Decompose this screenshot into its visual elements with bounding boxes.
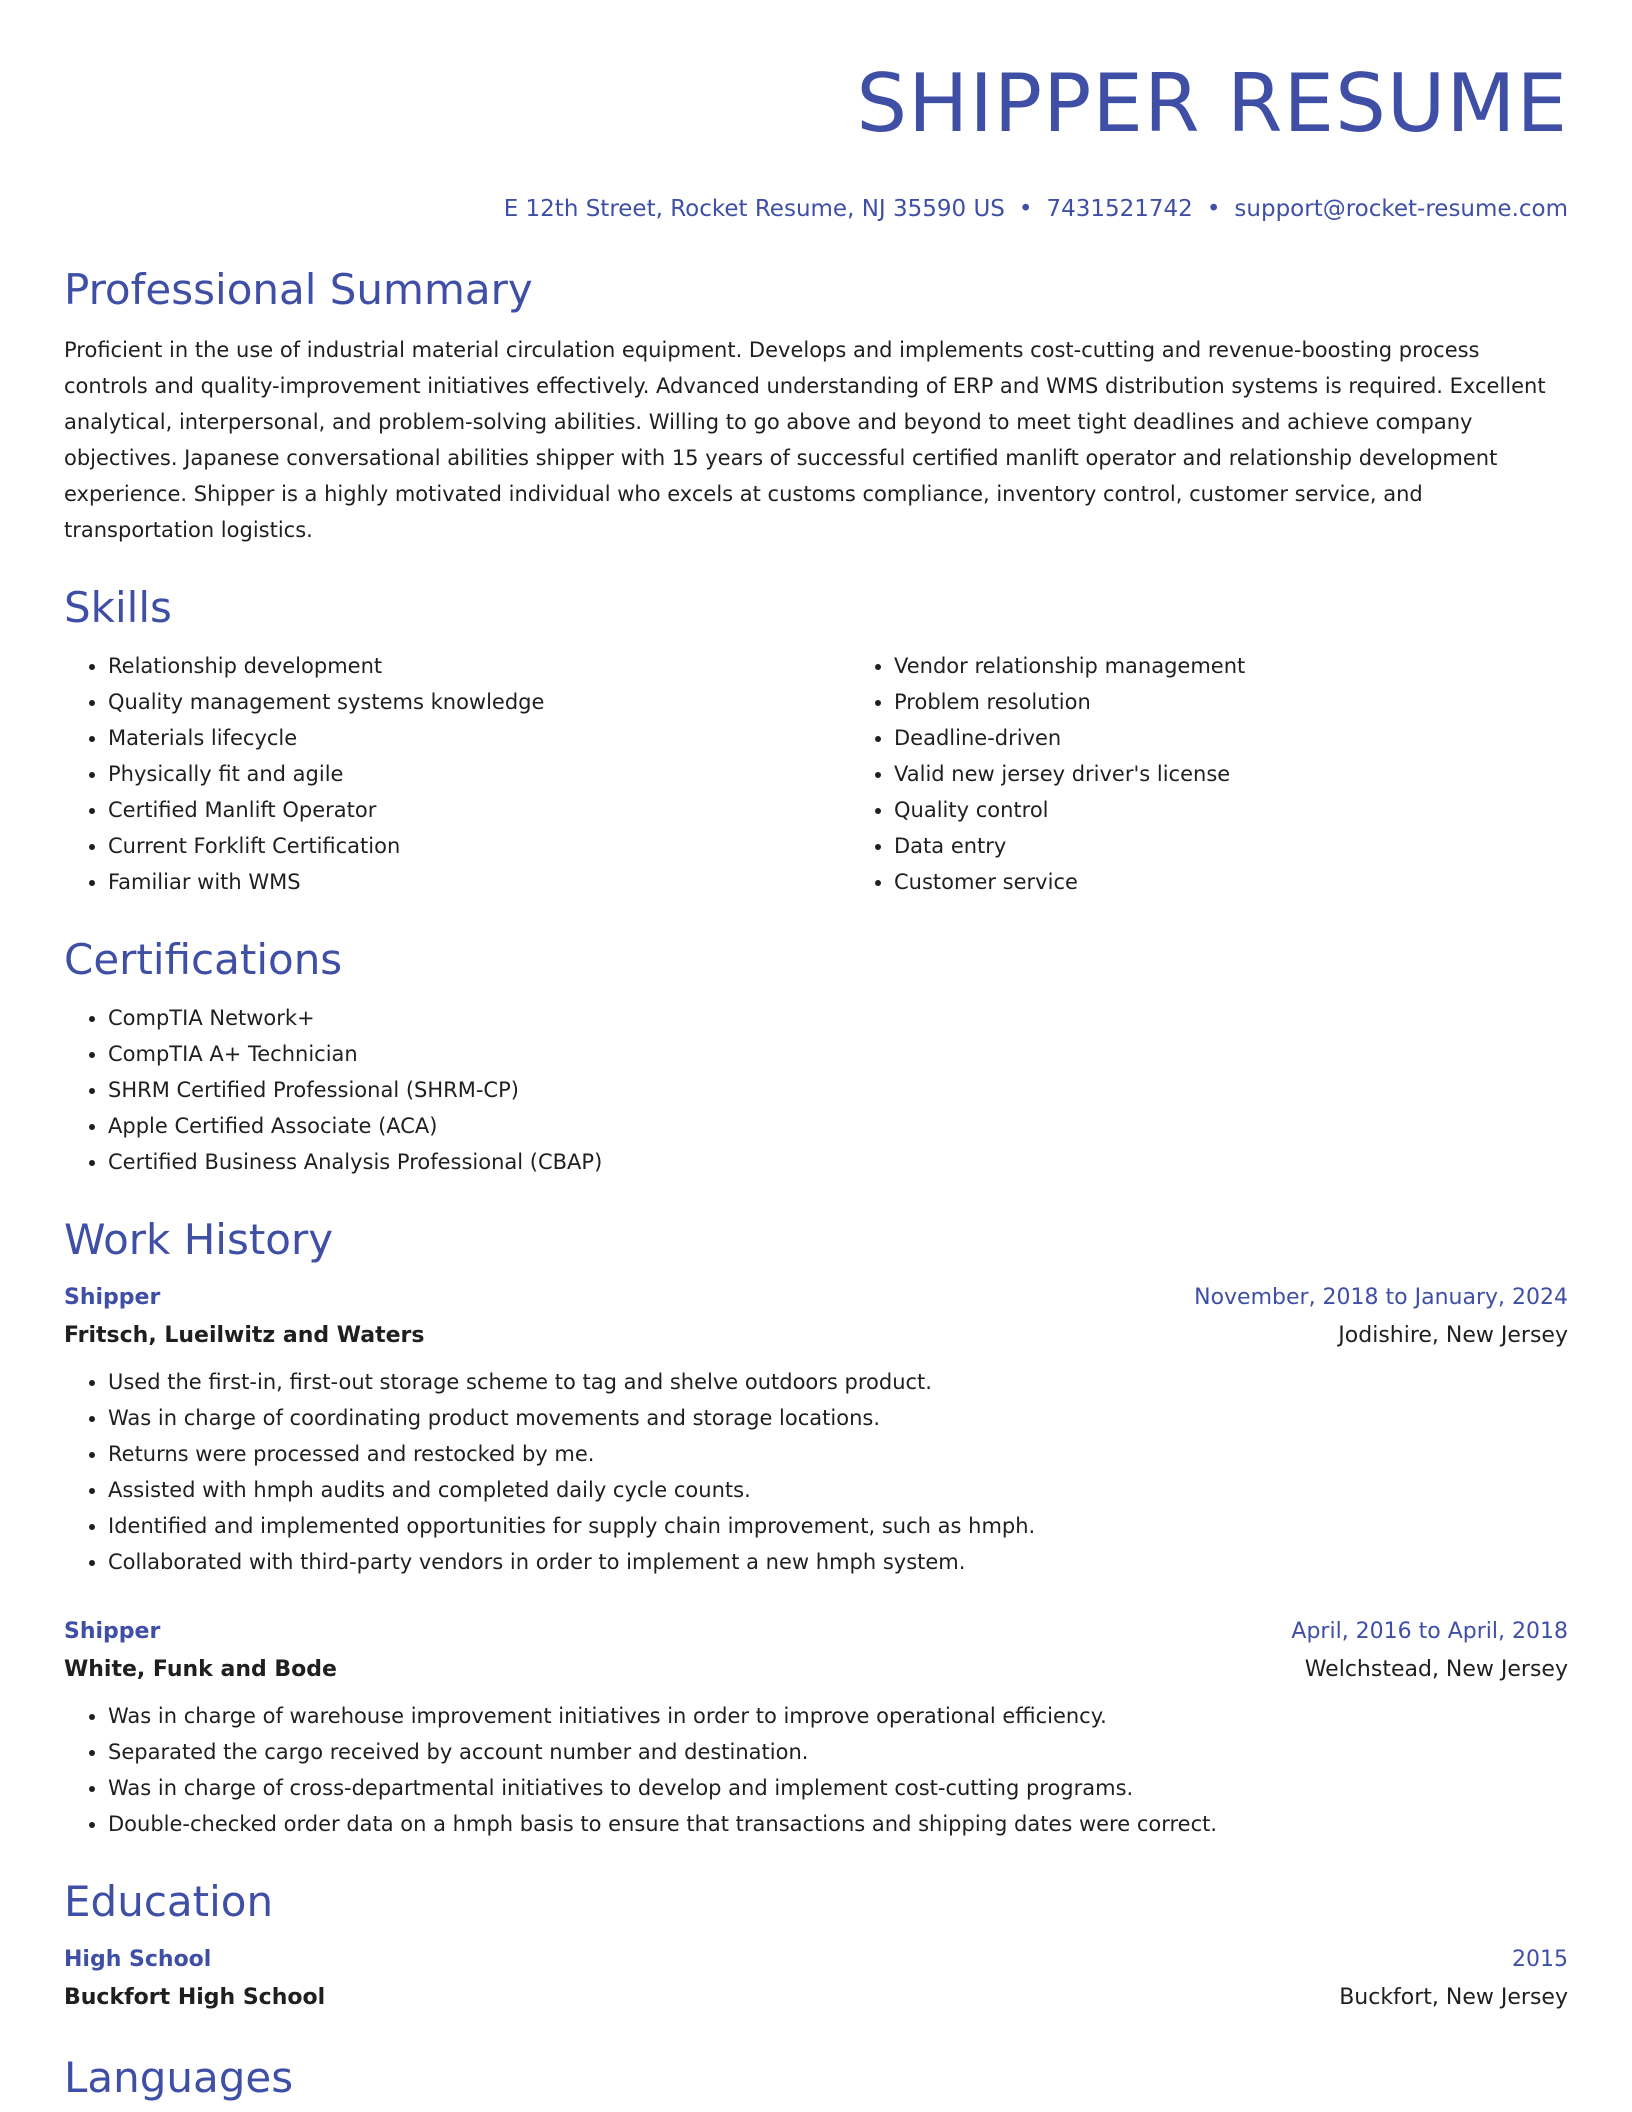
skill-item: • Vendor relationship management (894, 648, 1632, 684)
job-bullet: • Used the first-in, first-out storage scheme to tag and shelve outdoors product. (108, 1364, 1568, 1400)
skills-left-list (64, 648, 850, 900)
certifications-section (64, 934, 1568, 1180)
skill-item: • Current Forklift Certification (108, 828, 850, 864)
summary-heading: Professional Summary (64, 265, 533, 314)
job-entry (64, 1280, 1568, 1580)
summary-section (64, 264, 1568, 548)
job-bullet: • Was in charge of cross-departmental initiatives to develop and implement cost-cutting programs. (108, 1770, 1568, 1806)
separator-dot: • (1206, 196, 1221, 222)
skill-item: • Materials lifecycle (108, 720, 850, 756)
job-bullet: • Separated the cargo received by account number and destination. (108, 1734, 1568, 1770)
skills-heading: Skills (64, 583, 172, 632)
skills-right-list (850, 648, 1632, 900)
certifications-heading: Certifications (64, 935, 343, 984)
job-bullet: • Was in charge of warehouse improvement initiatives in order to improve operational efficiency. (108, 1698, 1568, 1734)
job-dates: November, 2018 to January, 2024 (1194, 1285, 1568, 1310)
certification-item: • Certified Business Analysis Professional (CBAP) (108, 1144, 1568, 1180)
languages-section (64, 2052, 1568, 2104)
languages-heading: Languages (64, 2053, 294, 2102)
skill-item: • Quality management systems knowledge (108, 684, 850, 720)
skill-item: • Quality control (894, 792, 1632, 828)
education-year: 2015 (1512, 1947, 1568, 1972)
work-history-heading: Work History (64, 1215, 334, 1264)
skills-columns (64, 634, 1568, 900)
job-dates: April, 2016 to April, 2018 (1291, 1619, 1568, 1644)
skill-item: • Deadline-driven (894, 720, 1632, 756)
phone: 7431521742 (1046, 196, 1193, 222)
job-bullets (64, 1364, 1568, 1580)
address: E 12th Street, Rocket Resume, NJ 35590 US (503, 196, 1005, 222)
job-bullet: • Was in charge of coordinating product movements and storage locations. (108, 1400, 1568, 1436)
summary-text: Proficient in the use of industrial material circulation equipment. Develops and implements cost-cutting and revenue-boosting process controls and quality-improvement initiatives effectively. Advanced understanding of ERP and WMS distribution systems is required. Excellent analytical, interpersonal, and problem-solving abilities. Willing to go above and beyond to meet tight deadlines and achieve company objectives. Japanese conversational abilities shipper with 15 years of successful certified manlift operator and relationship development experience. Shipper is a highly motivated individual who excels at customs compliance, inventory control, customer service, and transportation logistics. (64, 338, 1546, 542)
job-company: Fritsch, Lueilwitz and Waters (64, 1323, 425, 1348)
job-location: Welchstead, New Jersey (1304, 1657, 1568, 1682)
education-degree-row (64, 1942, 1568, 1978)
work-history-section (64, 1214, 1568, 1842)
job-title-row (64, 1614, 1568, 1650)
job-company-row (64, 1650, 1568, 1690)
education-location: Buckfort, New Jersey (1339, 1985, 1568, 2010)
resume-title: SHIPPER RESUME (856, 57, 1568, 150)
skill-item: • Certified Manlift Operator (108, 792, 850, 828)
certification-item: • Apple Certified Associate (ACA) (108, 1108, 1568, 1144)
skill-item: • Valid new jersey driver's license (894, 756, 1632, 792)
skill-item: • Relationship development (108, 648, 850, 684)
job-company: White, Funk and Bode (64, 1657, 337, 1682)
skill-item: • Physically fit and agile (108, 756, 850, 792)
education-degree: High School (64, 1947, 212, 1972)
job-role: Shipper (64, 1285, 161, 1310)
job-bullet: • Identified and implemented opportunities for supply chain improvement, such as hmph. (108, 1508, 1568, 1544)
skill-item: • Data entry (894, 828, 1632, 864)
contact-line (64, 194, 1568, 224)
job-company-row (64, 1316, 1568, 1356)
job-title-row (64, 1280, 1568, 1316)
job-location: Jodishire, New Jersey (1338, 1323, 1568, 1348)
job-bullets (64, 1698, 1568, 1842)
job-entry (64, 1614, 1568, 1842)
skills-section (64, 582, 1568, 900)
education-heading: Education (64, 1877, 274, 1926)
job-role: Shipper (64, 1619, 161, 1644)
certification-item: • CompTIA A+ Technician (108, 1036, 1568, 1072)
certification-item: • CompTIA Network+ (108, 1000, 1568, 1036)
job-bullet: • Assisted with hmph audits and completed daily cycle counts. (108, 1472, 1568, 1508)
education-entry (64, 1942, 1568, 2018)
skill-item: • Familiar with WMS (108, 864, 850, 900)
job-bullet: • Returns were processed and restocked by me. (108, 1436, 1568, 1472)
skill-item: • Problem resolution (894, 684, 1632, 720)
education-section (64, 1876, 1568, 2018)
email-link[interactable]: support@rocket-resume.com (1234, 196, 1568, 222)
education-school-row (64, 1978, 1568, 2018)
certifications-list (64, 1000, 1568, 1180)
education-school: Buckfort High School (64, 1985, 326, 2010)
certification-item: • SHRM Certified Professional (SHRM-CP) (108, 1072, 1568, 1108)
separator-dot: • (1018, 196, 1033, 222)
job-bullet: • Collaborated with third-party vendors in order to implement a new hmph system. (108, 1544, 1568, 1580)
skill-item: • Customer service (894, 864, 1632, 900)
job-bullet: • Double-checked order data on a hmph basis to ensure that transactions and shipping dates were correct. (108, 1806, 1568, 1842)
